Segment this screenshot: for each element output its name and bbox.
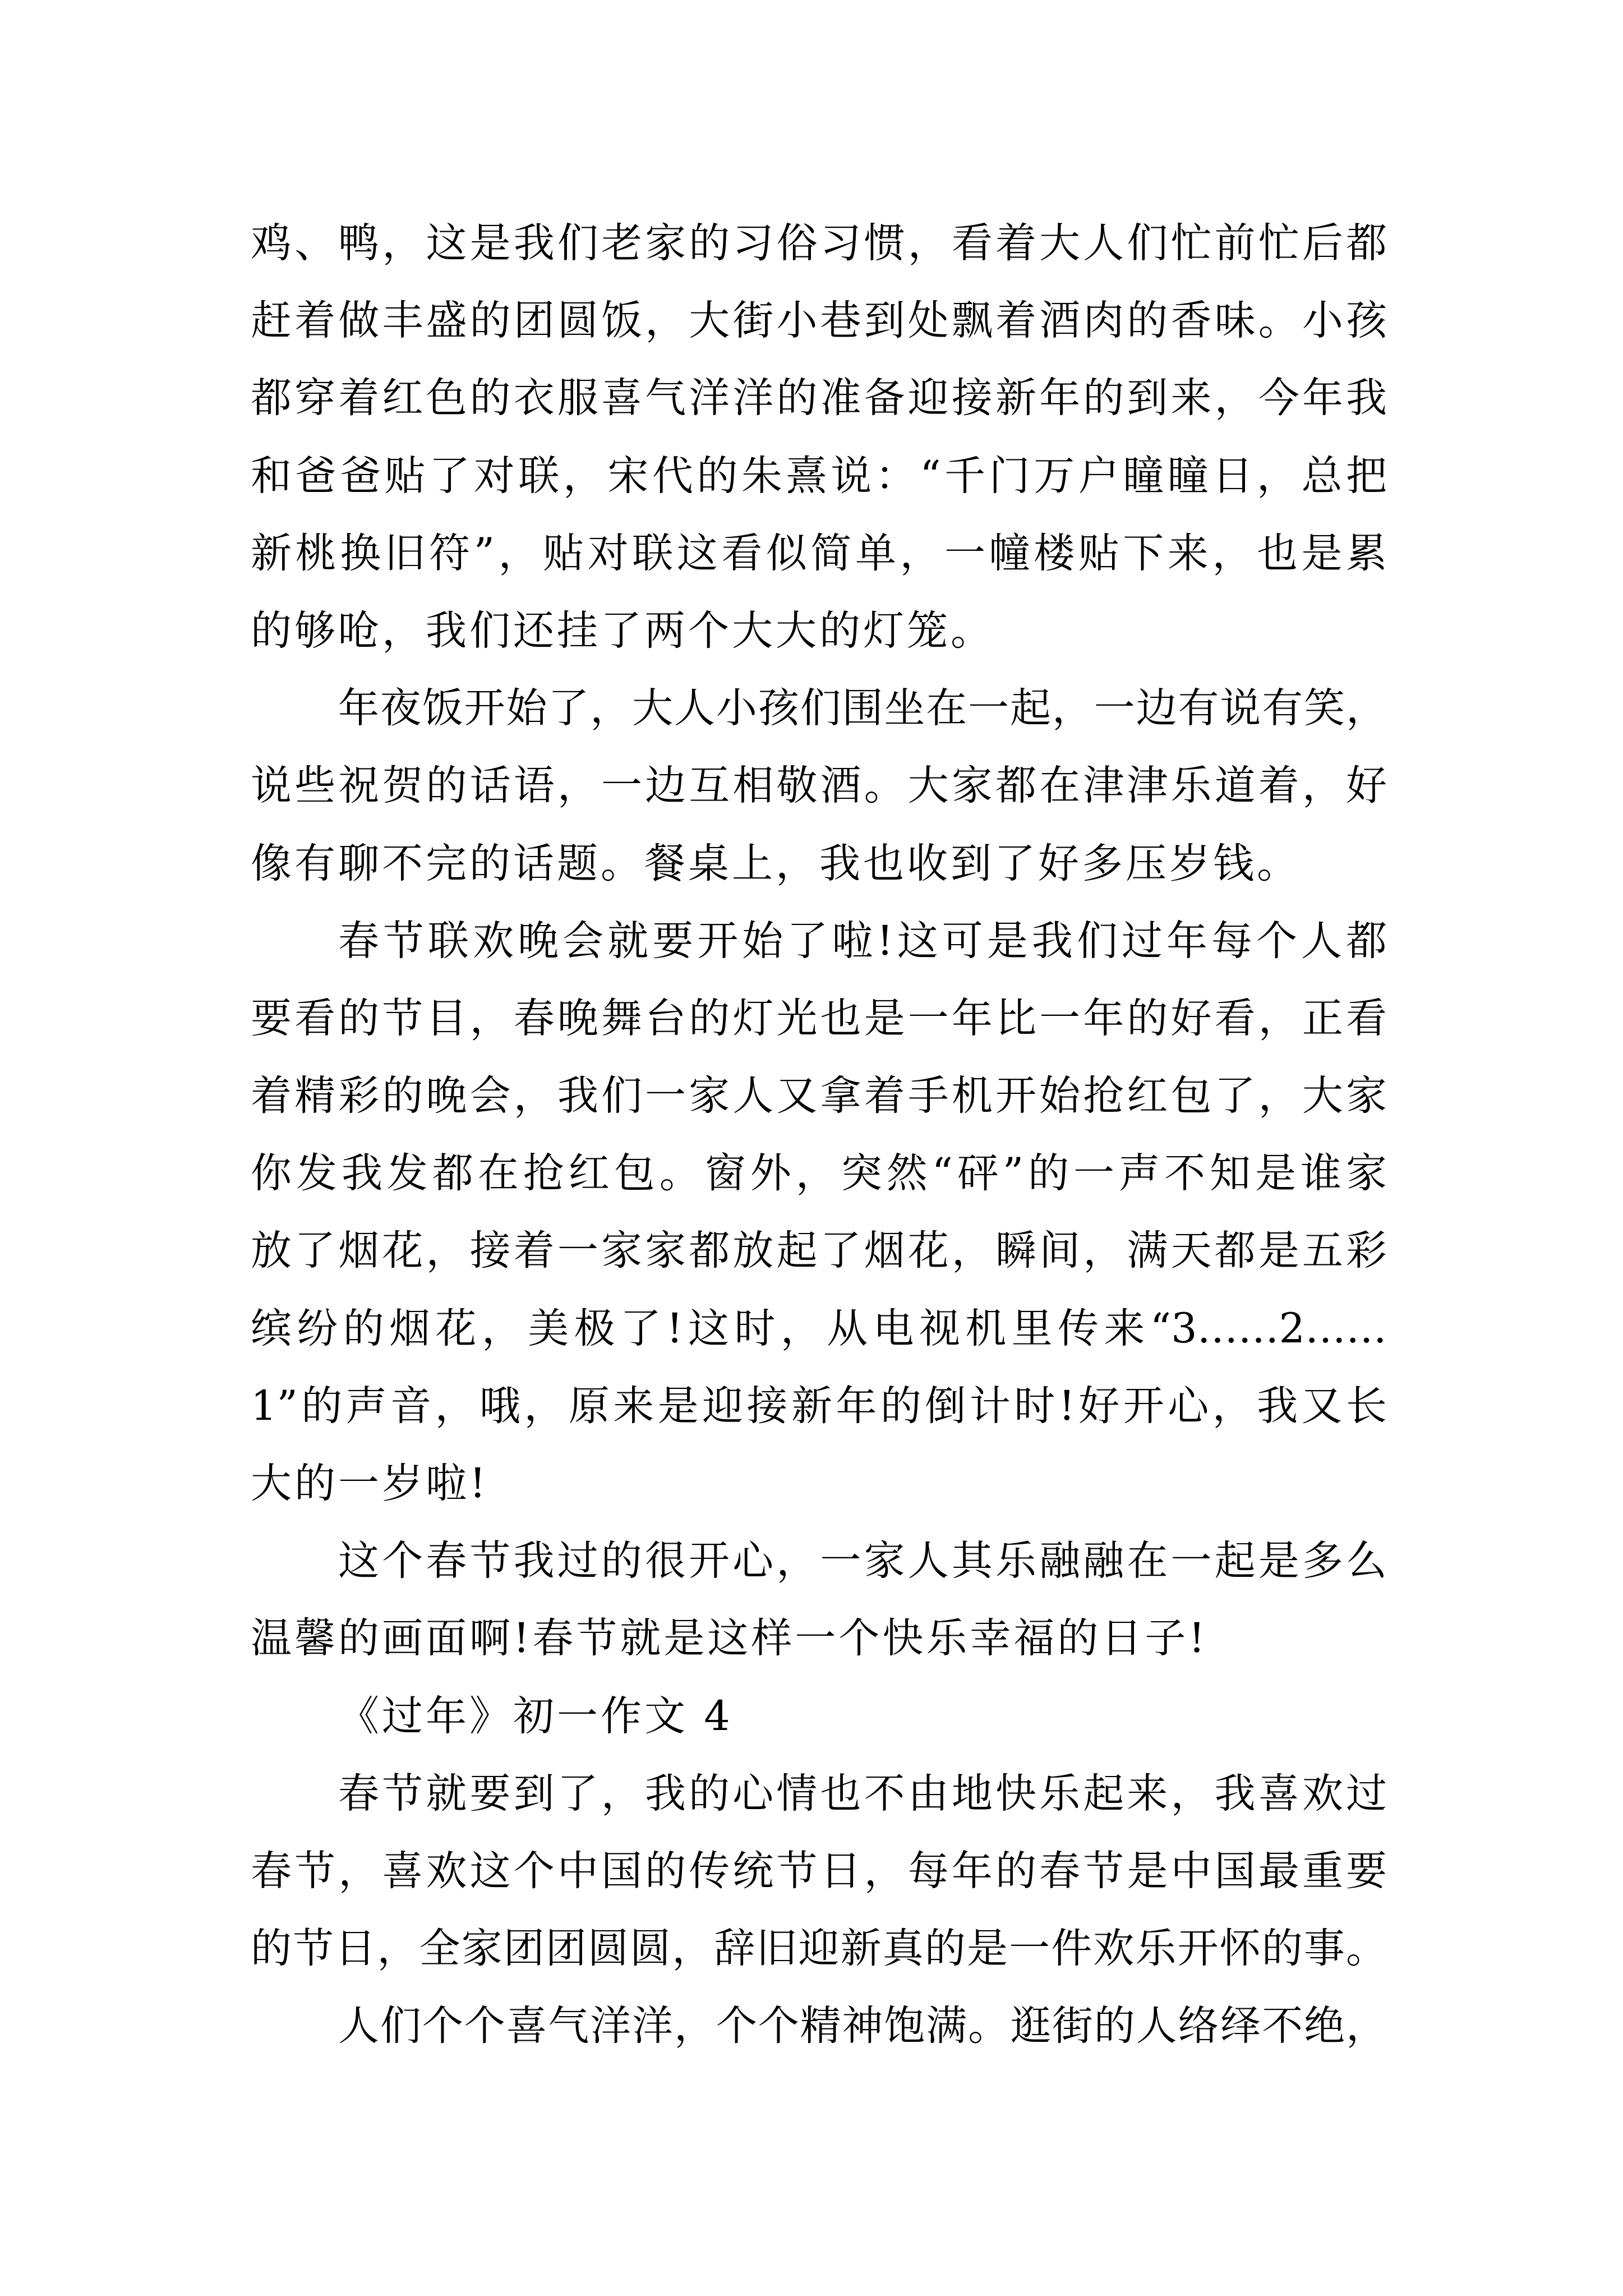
text-line: 新桃换旧符”，贴对联这看似简单，一幢楼贴下来，也是累 [251, 529, 1387, 577]
text-line: 你发我发都在抢红包。窗外，突然“砰”的一声不知是谁家 [251, 1149, 1387, 1198]
text-line: 放了烟花，接着一家家都放起了烟花，瞬间，满天都是五彩 [251, 1227, 1387, 1275]
text-line: 1”的声音，哦，原来是迎接新年的倒计时!好开心，我又长 [251, 1382, 1387, 1430]
text-line: 春节就要到了，我的心情也不由地快乐起来，我喜欢过 [338, 1769, 1387, 1818]
text-line: 的节日，全家团团圆圆，辞旧迎新真的是一件欢乐开怀的事。 [251, 1925, 1387, 1973]
text-line: 人们个个喜气洋洋，个个精神饱满。逛街的人络绎不绝， [338, 2002, 1387, 2050]
text-line: 都穿着红色的衣服喜气洋洋的准备迎接新年的到来，今年我 [251, 374, 1387, 422]
text-line: 这个春节我过的很开心，一家人其乐融融在一起是多么 [338, 1537, 1387, 1585]
text-line: 春节，喜欢这个中国的传统节日，每年的春节是中国最重要 [251, 1847, 1387, 1895]
text-line: 要看的节目，春晚舞台的灯光也是一年比一年的好看，正看 [251, 994, 1387, 1042]
text-line: 说些祝贺的话语，一边互相敬酒。大家都在津津乐道着，好 [251, 762, 1387, 810]
text-line: 的够呛，我们还挂了两个大大的灯笼。 [251, 606, 994, 655]
document-body [251, 205, 1387, 2065]
text-line: 缤纷的烟花，美极了!这时，从电视机里传来“3……2…… [251, 1304, 1387, 1352]
text-line: 大的一岁啦! [251, 1460, 489, 1507]
text-line: 温馨的画面啊!春节就是这样一个快乐幸福的日子! [251, 1614, 1208, 1663]
paragraph [251, 1987, 1387, 2065]
text-line: 春节联欢晚会就要开始了啦!这可是我们过年每个人都 [338, 917, 1387, 965]
text-line: 年夜饭开始了，大人小孩们围坐在一起，一边有说有笑， [338, 684, 1387, 733]
text-line: 鸡、鸭，这是我们老家的习俗习惯，看着大人们忙前忙后都 [251, 219, 1387, 267]
paragraph [251, 1755, 1387, 1988]
paragraph [251, 670, 1387, 903]
text-line: 像有聊不完的话题。餐桌上，我也收到了好多压岁钱。 [251, 839, 1301, 887]
text-line: 赶着做丰盛的团圆饭，大街小巷到处飘着酒肉的香味。小孩 [251, 297, 1387, 345]
paragraph [251, 1522, 1387, 1677]
text-line: 和爸爸贴了对联，宋代的朱熹说：“千门万户瞳瞳日，总把 [251, 452, 1387, 500]
paragraph [251, 205, 1387, 670]
paragraph [251, 903, 1387, 1523]
essay-title: 《过年》初一作文 4 [338, 1692, 733, 1740]
text-line: 着精彩的晚会，我们一家人又拿着手机开始抢红包了，大家 [251, 1072, 1387, 1120]
